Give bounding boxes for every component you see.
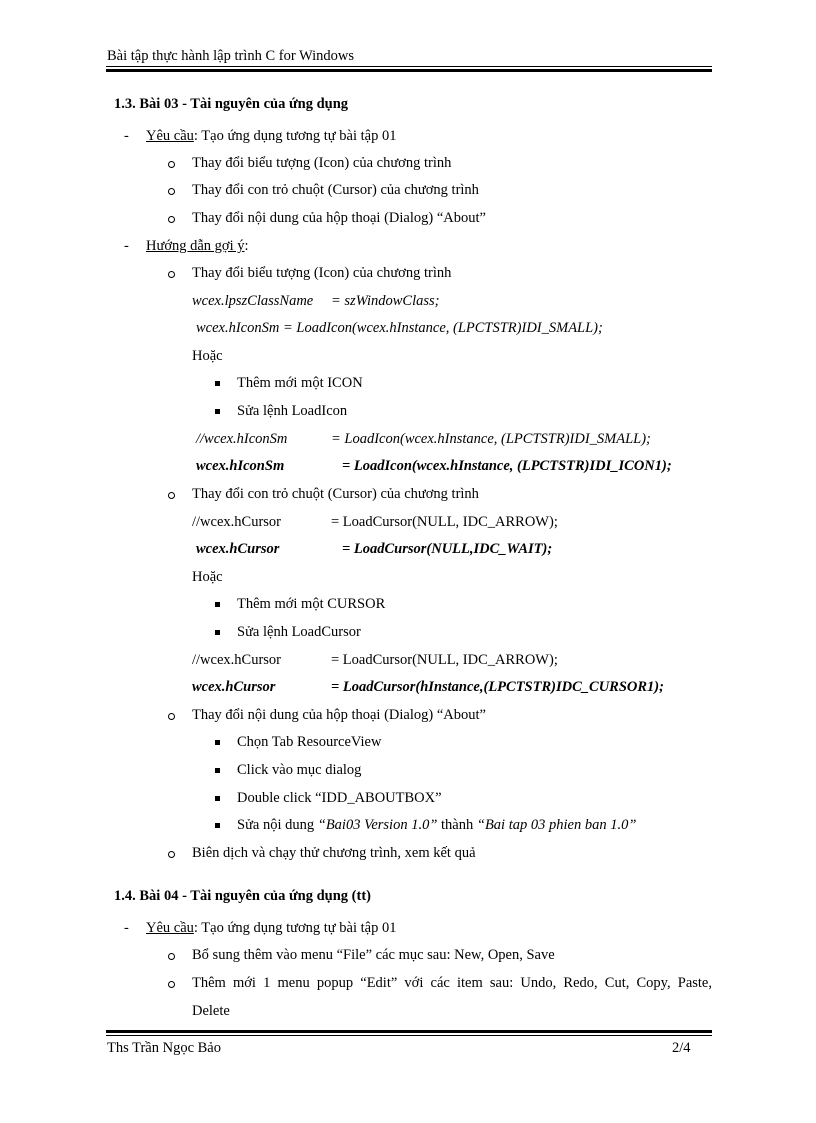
code-commented-hcursor-2: //wcex.hCursor (192, 652, 281, 668)
code-commented-hcursor-2-value: = LoadCursor(NULL, IDC_ARROW); (331, 652, 558, 668)
req-item-1: Thay đổi biểu tượng (Icon) của chương trình (192, 155, 452, 171)
cursor-sub-2: Sửa lệnh LoadCursor (237, 624, 361, 640)
circle-bullet (168, 188, 175, 195)
square-bullet (215, 409, 220, 414)
requirement-line (146, 127, 396, 145)
requirement-label: Yêu cầu (146, 128, 194, 144)
section-heading-1-4: 1.4. Bài 04 - Tài nguyên của ứng dụng (tt) (114, 888, 371, 904)
guide-colon: : (244, 238, 249, 254)
requirement-text-2: : Tạo ứng dụng tương tự bài tập 01 (193, 920, 397, 936)
circle-bullet (168, 216, 175, 223)
page-header-title: Bài tập thực hành lập trình C for Windows (107, 48, 355, 64)
circle-bullet (168, 713, 175, 720)
dash-bullet: - (124, 128, 129, 144)
header-divider-thin (106, 66, 712, 67)
header-divider-thick (106, 69, 712, 72)
square-bullet (215, 796, 220, 801)
dialog-sub-4 (237, 816, 636, 834)
dialog-sub-2: Click vào mục dialog (237, 762, 362, 778)
dialog-title: Thay đổi nội dung của hộp thoại (Dialog) “About” (192, 707, 486, 723)
dialog-sub-3: Double click “IDD_ABOUTBOX” (237, 790, 442, 806)
square-bullet (215, 381, 220, 386)
footer-divider-thin (106, 1035, 712, 1036)
page-number: 2/4 (672, 1040, 691, 1056)
icon-title: Thay đổi biểu tượng (Icon) của chương trình (192, 265, 452, 281)
s14-item-2-cont: Delete (192, 1003, 230, 1019)
compile-line: Biên dịch và chạy thử chương trình, xem kết quả (192, 845, 476, 861)
code-hcursor-custom: wcex.hCursor (192, 679, 276, 695)
req-item-2: Thay đổi con trỏ chuột (Cursor) của chương trình (192, 182, 479, 198)
dash-bullet: - (124, 238, 129, 254)
cursor-title: Thay đổi con trỏ chuột (Cursor) của chương trình (192, 486, 479, 502)
icon-sub-2: Sửa lệnh LoadIcon (237, 403, 348, 419)
code-hiconsm: wcex.hIconSm (196, 458, 285, 474)
code-hcursor-wait-value: = LoadCursor(NULL,IDC_WAIT); (342, 541, 553, 557)
code-hcursor-wait: wcex.hCursor (196, 541, 280, 557)
cursor-sub-1: Thêm mới một CURSOR (237, 596, 386, 612)
code-hiconsm-value: = LoadIcon(wcex.hInstance, (LPCTSTR)IDI_ICON1); (342, 458, 672, 474)
requirement-text: : Tạo ứng dụng tương tự bài tập 01 (193, 128, 397, 144)
circle-bullet (168, 981, 175, 988)
code-lpszclassname: wcex.lpszClassName (192, 293, 314, 309)
or-label: Hoặc (192, 569, 223, 585)
circle-bullet (168, 851, 175, 858)
requirement-line-2 (146, 919, 396, 937)
code-commented-hiconsm-value: = LoadIcon(wcex.hInstance, (LPCTSTR)IDI_SMALL); (331, 431, 651, 447)
circle-bullet (168, 492, 175, 499)
code-lpszclassname-value: = szWindowClass; (331, 293, 440, 309)
requirement-label-2: Yêu cầu (146, 920, 194, 936)
code-hiconsm-small: wcex.hIconSm = LoadIcon(wcex.hInstance, (LPCTSTR)IDI_SMALL); (196, 320, 603, 336)
dialog-old-version: “Bai03 Version 1.0” (317, 817, 438, 833)
dialog-sub-4-text: Sửa nội dung (237, 817, 318, 833)
square-bullet (215, 630, 220, 635)
circle-bullet (168, 161, 175, 168)
icon-sub-1: Thêm mới một ICON (237, 375, 363, 391)
circle-bullet (168, 953, 175, 960)
footer-author: Ths Trần Ngọc Bảo (107, 1040, 221, 1056)
code-hcursor-custom-value: = LoadCursor(hInstance,(LPCTSTR)IDC_CURSOR1); (331, 679, 664, 695)
dialog-sub-1: Chọn Tab ResourceView (237, 734, 382, 750)
square-bullet (215, 602, 220, 607)
square-bullet (215, 740, 220, 745)
square-bullet (215, 823, 220, 828)
section-heading-1-3: 1.3. Bài 03 - Tài nguyên của ứng dụng (114, 96, 349, 112)
req-item-3: Thay đổi nội dung của hộp thoại (Dialog) “About” (192, 210, 486, 226)
footer-divider-thick (106, 1030, 712, 1033)
dialog-sub-4-joiner: thành (437, 817, 477, 833)
guide-label: Hướng dẫn gợi ý (146, 238, 245, 254)
code-commented-hcursor-value: = LoadCursor(NULL, IDC_ARROW); (331, 514, 558, 530)
code-commented-hcursor: //wcex.hCursor (192, 514, 281, 530)
s14-item-1: Bổ sung thêm vào menu “File” các mục sau: New, Open, Save (192, 947, 555, 963)
dash-bullet: - (124, 920, 129, 936)
dialog-new-version: “Bai tap 03 phien ban 1.0” (476, 817, 637, 833)
circle-bullet (168, 271, 175, 278)
s14-item-2: Thêm mới 1 menu popup “Edit” với các item sau: Undo, Redo, Cut, Copy, Paste, (192, 975, 712, 991)
code-commented-hiconsm: //wcex.hIconSm (196, 431, 288, 447)
or-label: Hoặc (192, 348, 223, 364)
square-bullet (215, 768, 220, 773)
guide-line (146, 237, 249, 255)
